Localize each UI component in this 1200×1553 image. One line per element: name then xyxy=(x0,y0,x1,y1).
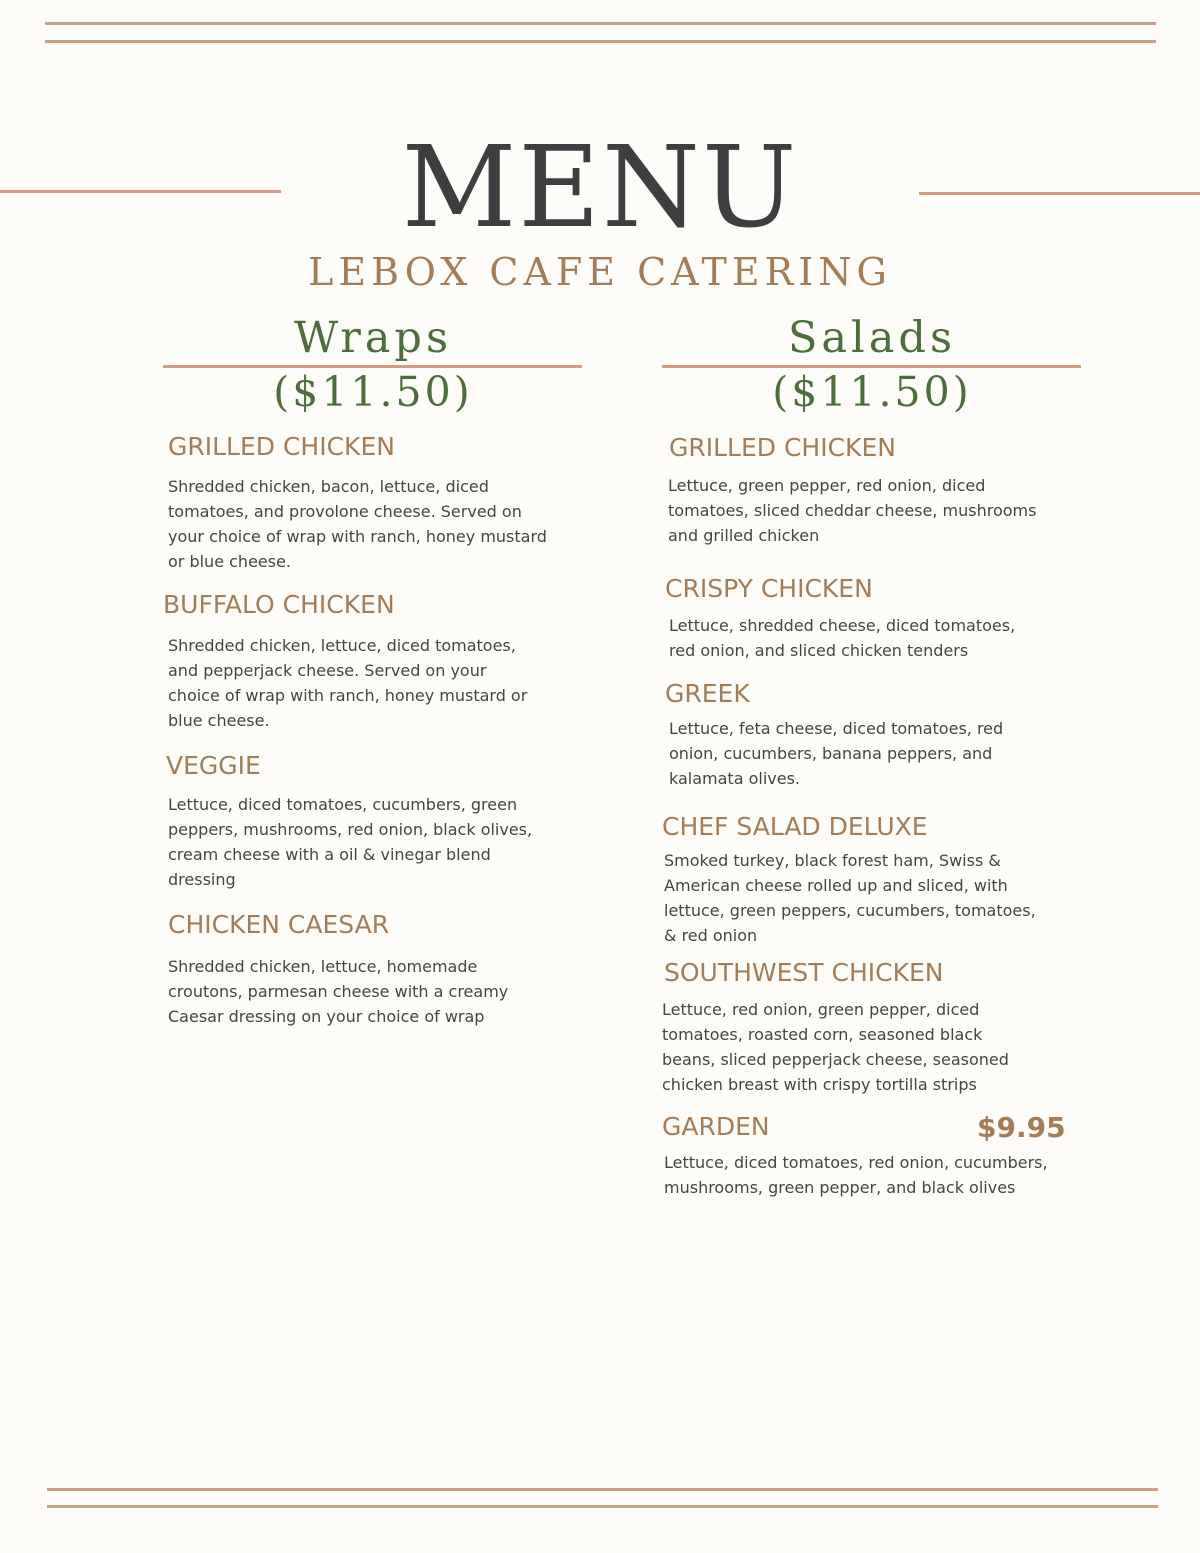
salad-item-title: GRILLED CHICKEN xyxy=(669,433,896,462)
wraps-price: ($11.50) xyxy=(273,368,473,416)
wrap-item-title: CHICKEN CAESAR xyxy=(168,910,390,939)
wrap-item-title: BUFFALO CHICKEN xyxy=(163,590,395,619)
top-rule-2 xyxy=(45,40,1156,43)
salads-price: ($11.50) xyxy=(772,368,972,416)
salad-item-desc: Lettuce, diced tomatoes, red onion, cucumbers, mushrooms, green pepper, and black olives xyxy=(664,1153,1048,1197)
wrap-item-desc: Shredded chicken, lettuce, diced tomatoes, and pepperjack cheese. Served on your choice of wrap with ranch, honey mustard or blue cheese. xyxy=(168,636,528,730)
salad-item-title: GREEK xyxy=(665,679,750,708)
salads-heading: Salads xyxy=(787,313,957,363)
salad-item-desc: Lettuce, red onion, green pepper, diced tomatoes, roasted corn, seasoned black beans, sliced pepperjack cheese, seasoned chicken breast with crispy tortilla strips xyxy=(662,1000,1009,1094)
salad-item-desc: Smoked turkey, black forest ham, Swiss & American cheese rolled up and sliced, with lettuce, green peppers, cucumbers, tomatoes, & red onion xyxy=(664,851,1036,945)
cafe-name: LEBOX CAFE CATERING xyxy=(308,250,892,294)
wrap-item-title: GRILLED CHICKEN xyxy=(168,432,395,461)
salad-item-desc: Lettuce, shredded cheese, diced tomatoes, red onion, and sliced chicken tenders xyxy=(669,616,1016,660)
bottom-rule-2 xyxy=(47,1505,1158,1508)
wrap-item-desc: Shredded chicken, lettuce, homemade croutons, parmesan cheese with a creamy Caesar dressing on your choice of wrap xyxy=(168,957,509,1026)
bottom-rule-1 xyxy=(47,1488,1158,1491)
salad-item-title: SOUTHWEST CHICKEN xyxy=(664,958,944,987)
salad-item-desc: Lettuce, feta cheese, diced tomatoes, red onion, cucumbers, banana peppers, and kalamata olives. xyxy=(669,719,1004,788)
salad-item-title: CHEF SALAD DELUXE xyxy=(662,812,928,841)
menu-title: MENU xyxy=(401,123,799,253)
wraps-heading: Wraps xyxy=(293,313,453,363)
garden-price: $9.95 xyxy=(977,1111,1066,1144)
top-rule-1 xyxy=(45,22,1156,25)
salad-item-title: GARDEN xyxy=(662,1112,770,1141)
wrap-item-desc: Lettuce, diced tomatoes, cucumbers, green peppers, mushrooms, red onion, black olives, cream cheese with a oil & vinegar blend dressing xyxy=(168,795,533,889)
wrap-item-title: VEGGIE xyxy=(166,751,261,780)
salad-item-title: CRISPY CHICKEN xyxy=(665,574,873,603)
wrap-item-desc: Shredded chicken, bacon, lettuce, diced tomatoes, and provolone cheese. Served on your choice of wrap with ranch, honey mustard or blue cheese. xyxy=(168,477,547,571)
salad-item-desc: Lettuce, green pepper, red onion, diced tomatoes, sliced cheddar cheese, mushrooms and grilled chicken xyxy=(668,476,1037,545)
